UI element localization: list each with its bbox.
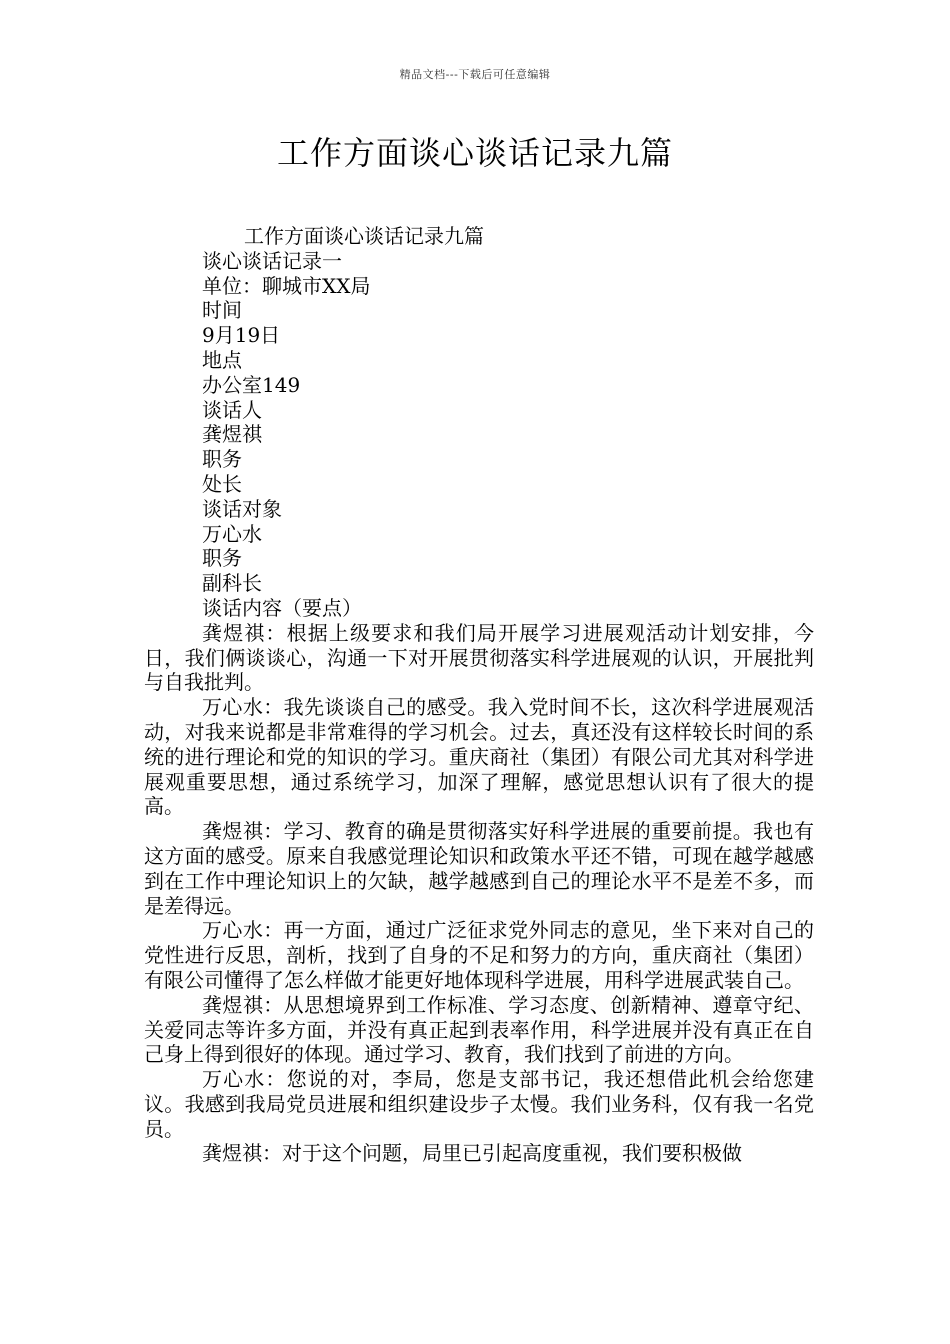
field-position-value: 处长 bbox=[202, 471, 242, 496]
field-record-number: 谈心谈话记录一 bbox=[202, 248, 342, 273]
field-time-value: 9月19日 bbox=[202, 323, 281, 348]
dialogue-paragraph: 龚煜祺：对于这个问题，局里已引起高度重视，我们要积极做 bbox=[202, 1141, 742, 1166]
header-note: 精品文档---下载后可任意编辑 bbox=[399, 68, 551, 81]
field-interviewee-label: 谈话对象 bbox=[202, 496, 282, 521]
document-body bbox=[144, 224, 814, 1166]
field-content-label: 谈话内容（要点） bbox=[202, 595, 362, 620]
dialogue-paragraph: 万心水：您说的对，李局，您是支部书记，我还想借此机会给您建议。我感到我局党员进展和组织建设步子太慢。我们业务科，仅有我一名党员。 bbox=[144, 1067, 814, 1141]
field-position-label-2: 职务 bbox=[202, 546, 242, 571]
field-position-value-2: 副科长 bbox=[202, 571, 262, 596]
document-title: 工作方面谈心谈话记录九篇 bbox=[276, 134, 673, 172]
dialogue-paragraph: 万心水：我先谈谈自己的感受。我入党时间不长，这次科学进展观活动，对我来说都是非常难得的学习机会。过去，真还没有这样较长时间的系统的进行理论和党的知识的学习。重庆商社（集团）有限公司尤其对科学进展观重要思想，通过系统学习，加深了理解，感觉思想认识有了很大的提高。 bbox=[144, 695, 814, 819]
field-interviewer-value: 龚煜祺 bbox=[202, 422, 262, 447]
field-time-label: 时间 bbox=[202, 298, 242, 323]
field-position-label: 职务 bbox=[202, 447, 242, 472]
field-place-label: 地点 bbox=[202, 347, 242, 372]
dialogue-paragraph: 万心水：再一方面，通过广泛征求党外同志的意见，坐下来对自己的党性进行反思，剖析，找到了自身的不足和努力的方向，重庆商社（集团）有限公司懂得了怎么样做才能更好地体现科学进展，用科学进展武装自己。 bbox=[144, 918, 814, 992]
field-place-value: 办公室149 bbox=[202, 372, 301, 397]
field-interviewee-value: 万心水 bbox=[202, 521, 262, 546]
dialogue-paragraph: 龚煜祺：根据上级要求和我们局开展学习进展观活动计划安排，今日，我们俩谈谈心，沟通一下对开展贯彻落实科学进展观的认识，开展批判与自我批判。 bbox=[144, 620, 814, 695]
field-unit: 单位：聊城市XX局 bbox=[202, 273, 371, 298]
dialogue-paragraph: 龚煜祺：从思想境界到工作标准、学习态度、创新精神、遵章守纪、关爱同志等许多方面，并没有真正起到表率作用，科学进展并没有真正在自己身上得到很好的体现。通过学习、教育，我们找到了前进的方向。 bbox=[144, 992, 814, 1067]
field-interviewer-label: 谈话人 bbox=[202, 397, 262, 422]
sub-title: 工作方面谈心谈话记录九篇 bbox=[244, 224, 484, 248]
dialogue-paragraph: 龚煜祺：学习、教育的确是贯彻落实好科学进展的重要前提。我也有这方面的感受。原来自我感觉理论知识和政策水平还不错，可现在越学越感到在工作中理论知识上的欠缺，越学越感到自己的理论水平不是差不多，而是差得远。 bbox=[144, 819, 814, 918]
